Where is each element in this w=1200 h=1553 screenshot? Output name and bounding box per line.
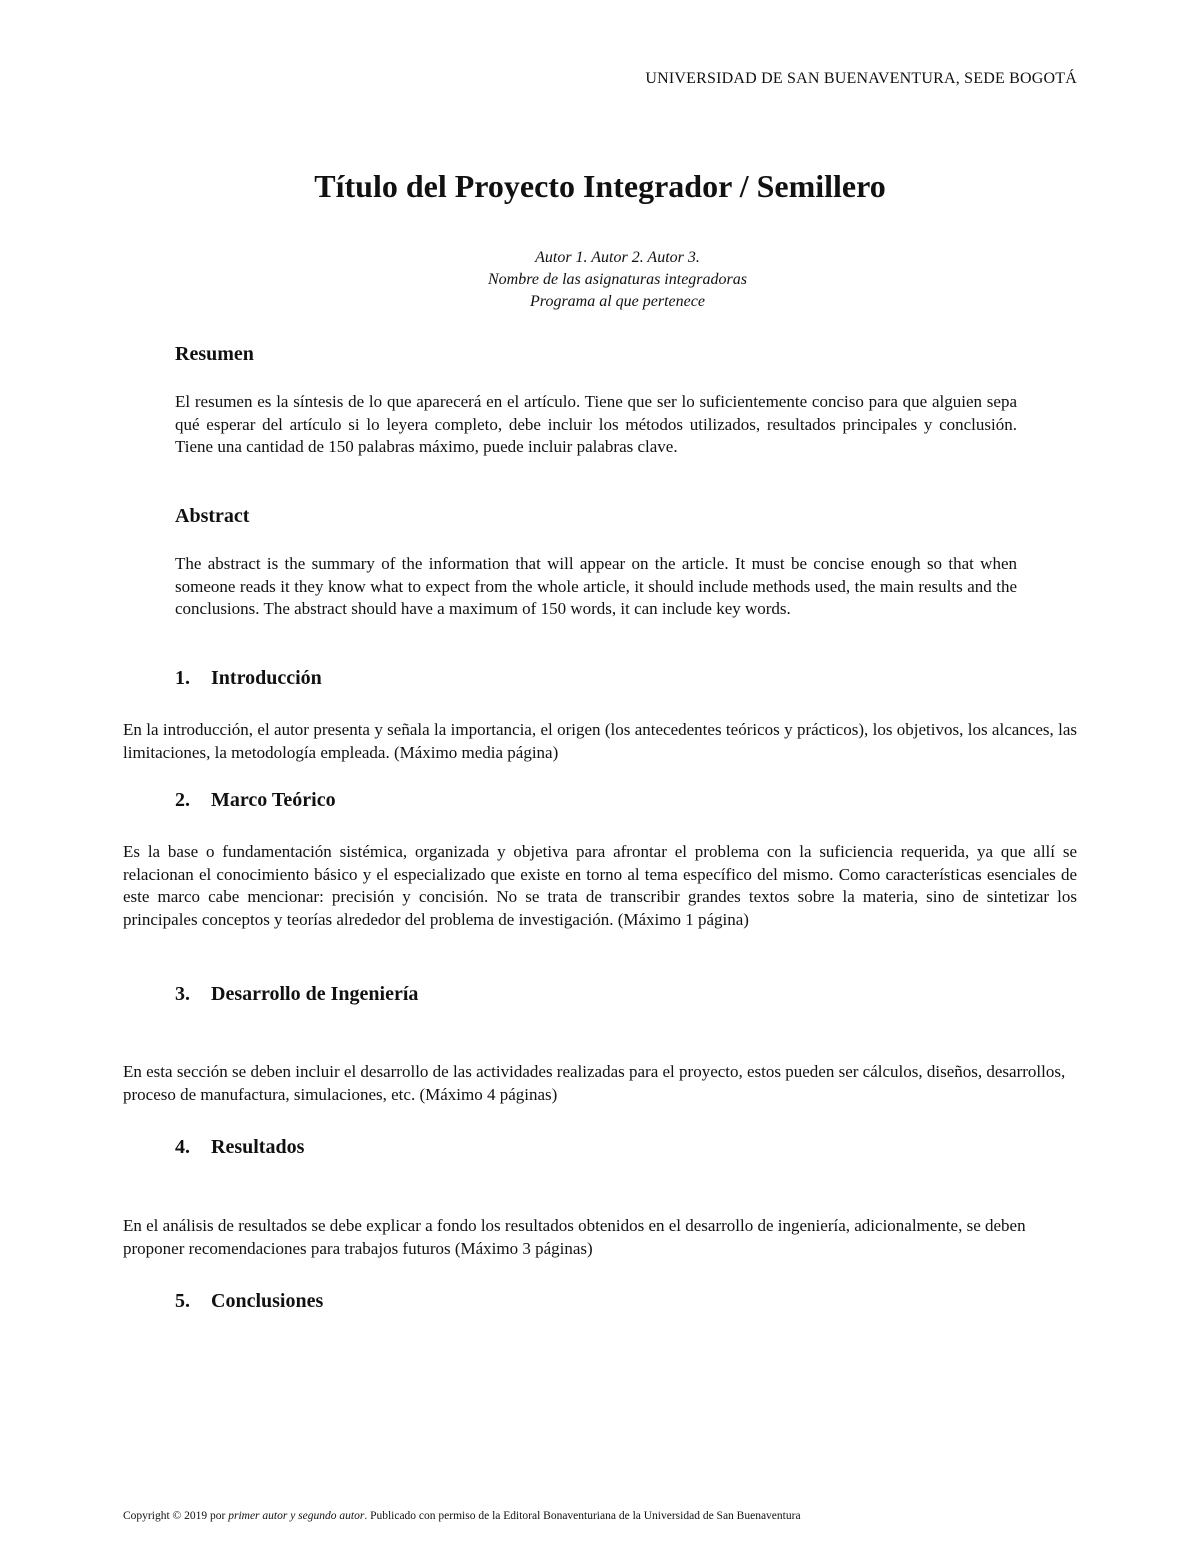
program-name: Programa al que pertenece	[530, 293, 705, 310]
footer-authors: primer autor y segundo autor	[228, 1510, 365, 1522]
section-2-text: Es la base o fundamentación sistémica, organizada y objetiva para afrontar el problema con la suficiencia requerida, ya que allí se relacionan el conocimiento básico y el especializado que existe en torno al tema específico del mismo. Como características esenciales de este marco cabe mencionar: precisión y concisión. No se trata de transcribir grandes textos sobre la materia, sino de sintetizar los principales conceptos y teorías alrededor del problema de investigación. (Máximo 1 página)	[123, 842, 1077, 929]
section-1-heading	[175, 667, 322, 690]
section-3-title: Desarrollo de Ingeniería	[211, 983, 419, 1005]
resumen-heading: Resumen	[175, 343, 254, 365]
abstract-heading: Abstract	[175, 505, 250, 527]
section-4-heading	[175, 1136, 304, 1159]
section-4-number: 4.	[175, 1136, 190, 1158]
resumen-text: El resumen es la síntesis de lo que aparecerá en el artículo. Tiene que ser lo suficientemente conciso para que alguien sepa qué esperar del artículo si lo leyera completo, debe incluir los métodos utilizados, resultados principales y conclusión. Tiene una cantidad de 150 palabras máximo, puede incluir palabras clave.	[175, 392, 1017, 456]
copyright-footer	[123, 1510, 801, 1522]
running-header: UNIVERSIDAD DE SAN BUENAVENTURA, SEDE BOGOTÁ	[645, 70, 1077, 87]
footer-prefix: Copyright © 2019 por	[123, 1510, 229, 1522]
author-names: Autor 1. Autor 2. Autor 3.	[535, 249, 700, 266]
section-2-heading	[175, 789, 336, 812]
section-5-heading	[175, 1290, 323, 1313]
section-2-title: Marco Teórico	[211, 789, 336, 811]
paper-title: Título del Proyecto Integrador / Semillero	[314, 168, 886, 204]
section-1-title: Introducción	[211, 667, 322, 689]
course-names: Nombre de las asignaturas integradoras	[488, 271, 747, 288]
section-4-text: En el análisis de resultados se debe explicar a fondo los resultados obtenidos en el desarrollo de ingeniería, adicionalmente, se deben proponer recomendaciones para trabajos futuros (Máximo 3 páginas)	[123, 1216, 1026, 1258]
section-1-number: 1.	[175, 667, 190, 689]
section-3-text: En esta sección se deben incluir el desarrollo de las actividades realizadas para el proyecto, estos pueden ser cálculos, diseños, desarrollos, proceso de manufactura, simulaciones, etc. (Máximo 4 páginas)	[123, 1062, 1066, 1104]
abstract-text: The abstract is the summary of the information that will appear on the article. It must be concise enough so that when someone reads it they know what to expect from the whole article, it should include methods used, the main results and the conclusions. The abstract should have a maximum of 150 words, it can include key words.	[175, 554, 1017, 618]
section-1-text: En la introducción, el autor presenta y señala la importancia, el origen (los antecedentes teóricos y prácticos), los objetivos, los alcances, las limitaciones, la metodología empleada. (Máximo media página)	[123, 720, 1077, 762]
section-3-heading	[175, 983, 418, 1006]
section-5-number: 5.	[175, 1290, 190, 1312]
author-block	[0, 247, 1200, 313]
section-4-title: Resultados	[211, 1136, 305, 1158]
footer-suffix: . Publicado con permiso de la Editoral Bonaventuriana de la Universidad de San Buenaventura	[364, 1510, 801, 1522]
section-3-number: 3.	[175, 983, 190, 1005]
section-2-number: 2.	[175, 789, 190, 811]
section-5-title: Conclusiones	[211, 1290, 324, 1312]
